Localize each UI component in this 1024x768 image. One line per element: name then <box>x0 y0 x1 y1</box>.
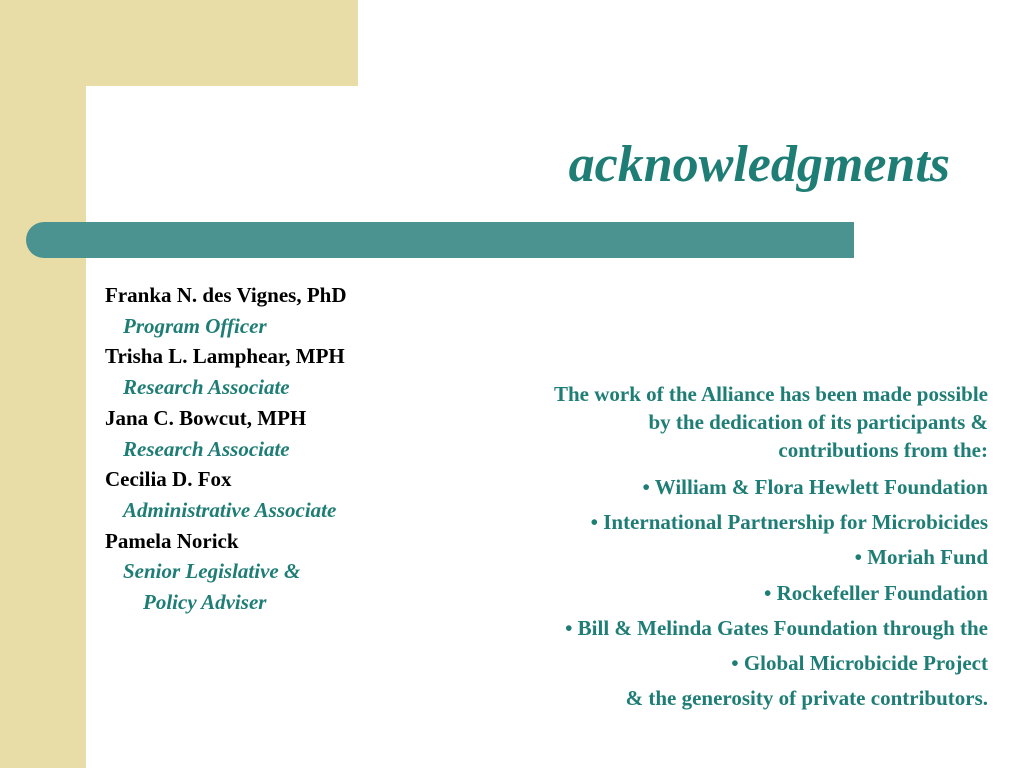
staff-role: Program Officer <box>123 313 267 338</box>
support-intro-line: contributions from the: <box>778 438 988 462</box>
funder-item: • Global Microbicide Project <box>731 651 988 676</box>
funder-item: • Bill & Melinda Gates Foundation through the <box>565 615 988 640</box>
funder-item: • International Partnership for Microbicides <box>590 510 988 535</box>
staff-role: Administrative Associate <box>123 497 337 522</box>
support-intro-line: The work of the Alliance has been made possible <box>553 382 988 406</box>
support-intro <box>428 380 988 464</box>
staff-name: Franka N. des Vignes, PhD <box>105 283 347 307</box>
staff-name: Trisha L. Lamphear, MPH <box>105 344 345 369</box>
staff-role-cont-text: Policy Adviser <box>143 590 267 615</box>
support-intro-line: by the dedication of its participants & <box>648 410 988 434</box>
decor-rounded-corner <box>86 86 146 146</box>
support-block <box>428 380 988 716</box>
staff-name: Cecilia D. Fox <box>105 467 232 492</box>
staff-role: Research Associate <box>123 436 290 461</box>
funder-list <box>428 470 988 716</box>
closing-line: & the generosity of private contributors. <box>625 686 988 711</box>
staff-list <box>105 280 445 618</box>
decor-beige-left <box>0 0 86 768</box>
staff-role: Research Associate <box>123 375 290 400</box>
staff-role: Senior Legislative & <box>123 559 301 584</box>
slide-title: acknowledgments <box>568 136 950 193</box>
funder-item: • William & Flora Hewlett Foundation <box>642 475 988 499</box>
funder-item: • Rockefeller Foundation <box>764 580 988 605</box>
staff-role-continued <box>105 587 445 618</box>
funder-item: • Moriah Fund <box>854 545 988 570</box>
decor-teal-bar <box>26 222 854 258</box>
staff-name: Jana C. Bowcut, MPH <box>105 405 307 430</box>
staff-name: Pamela Norick <box>105 528 239 553</box>
